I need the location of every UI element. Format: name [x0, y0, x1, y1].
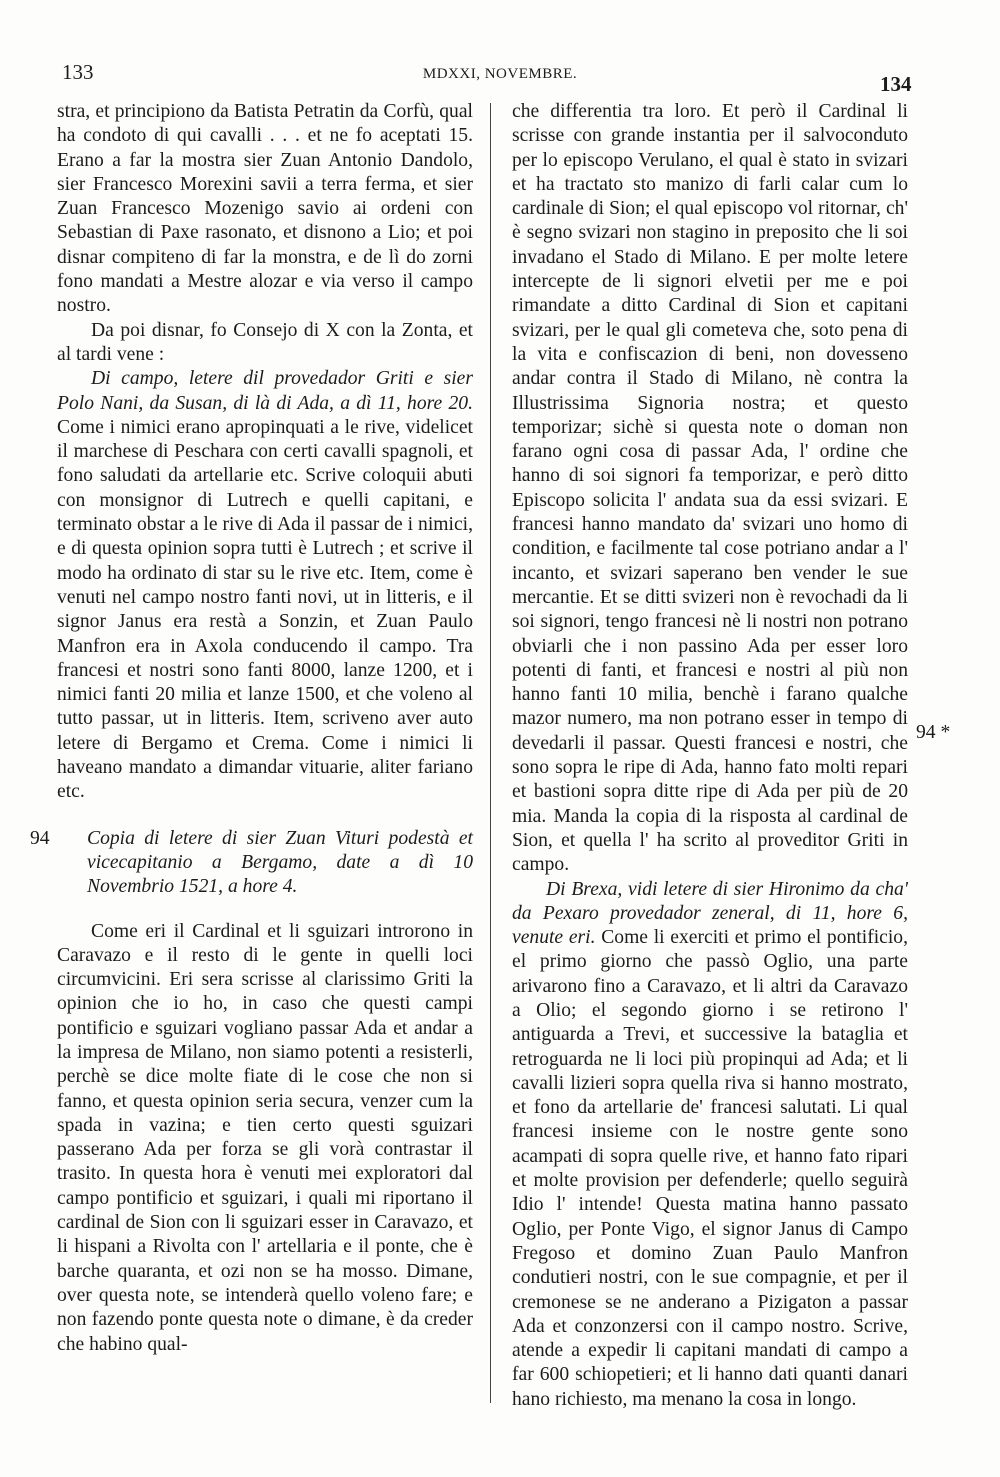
column-divider [490, 103, 491, 1403]
left-paragraph-1: stra, et principiono da Batista Petratin da Corfù, qual ha condoto di qui cavalli . . . et ne fo aceptati 15. Erano a far la mostra sier Zuan Antonio Dandolo, sier Francesco Morexini savii a terra ferma, et sier Zuan Francesco Mozenigo savio ai ordeni con Sebastian di Paxe rasonato, et disnono a Lio; et poi disnar compiteno di far la monstra, e de lì do zorni fono mandati a Mestre alozar e via verso il campo nostro. [57, 101, 473, 317]
margin-number-right: 94 * [916, 722, 951, 743]
right-paragraph-1: che differentia tra loro. Et però il Cardinal li scrisse con grande instantia per il salvoconduto per lo episcopo Verulano, el qual è stato in svizari et ha tractato sto manizo di farli calar cum lo cardinale di Sion; el qual episcopo vol ritornar, ch' è segno svizari non stagino in preposito che li soi invadano el Stado di Milano. E per molte letere intercepte de li signori elvetii per me e poi rimandate a ditto Cardinal di Sion et capitani svizari, per le qual gli cometeva che, soto pena di la vita e confiscazion di beni, non dovesseno andar contra il Stado di Milano, nè contra la Illustrissima Signoria nostra; et questo temporizar; sichè si questa note o doman non farano ogni cosa di passar Ada, l' ordine che hanno di soi signori fa temporizar, e però ditto Episcopo solicita l' andata sua da essi svizari. E francesi hanno mandato da' svizari uno homo di condition, e facilmente tal cose potriano andar a l' incanto, et svizari saperano ben vender le sue mercantie. Et se ditti svizeri non è revochadi da li soi signori, tengo francesi nè li nostri non potrano obviarli che i non passino Ada per esser loro potenti di fanti, et francesi e nostri al più non hanno fanti 10 milia, benchè i farano qualche mazor numero, ma non potrano esser in tempo di devedarli il passar. Questi francesi e nostri, che sono sopra le ripe di Ada, hanno fato molti repari et bastioni sopra ditte ripe di Ada per più de 20 mia. Manda la copia di la risposta al cardinal de Sion, et quella l' ha scrito al proveditor Griti in campo. [512, 101, 908, 876]
letter-body-campo: Come i nimici erano apropinquati a le rive, videlicet il marchese di Peschara con certi cavalli spagnoli, et fono saludati da artellarie etc. Scrive coloquii abuti con monsignor di Lutrech e quelli capitani, e terminato obstar a le rive di Ada il passar de i nimici, e di questa opinion sopra tutti è Lutrech ; et scrive il modo ha ordinato di star su le rive etc. Item, come è venuti nel campo nostro fanti novi, ut in litteris, e il signor Janus era restà a Sonzin, et Zuan Paulo Manfron era in Axola conducendo il campo. Tra francesi et nostri sono fanti 8000, lanze 1200, et i nimici fanti 20 milia et lanze 1500, et che voleno al tutto passar, ut in litteris. Item, scriveno aver auto letere di Bergamo et Crema. Come i nimici li haveano mandato a dimandar vituarie, aliter fariano etc. [57, 416, 473, 803]
right-column [512, 100, 908, 1412]
left-paragraph-3 [57, 367, 473, 804]
left-column [30, 100, 473, 1357]
right-paragraph-2 [512, 878, 908, 1413]
page-number-left: 133 [62, 60, 94, 84]
letter-heading-brexa: Di Brexa, vidi letere di sier Hironimo da cha' da Pexaro provedador zeneral, di 11, hore 6, venute eri. [512, 878, 908, 949]
left-paragraph-4: Come eri il Cardinal et li sguizari introrono in Caravazo e il resto di le gente in quelli loci circumvicini. Eri sera scrisse al clarissimo Griti la opinion che io ho, in caso che questi campi pontificio e sguizari vogliano passar Ada et andar a la impresa de Milano, non siamo potenti a resisterli, perchè se dice molte fiate di le cose che non si fanno, et questa opinion seria secura, venzer cum la spada in vazina; e tien certo questi sguizari passerano Ada per forza se gli vorà contrastar il trasito. In questa hora è venuti mei exploratori dal campo pontificio et sguizari, i quali mi riportano il cardinal de Sion con li sguizari esser in Caravazo, et li hispani a Rivolta con l' artellaria e il ponte, che è barche quaranta, et ozi non se ha mosso. Dimane, over questa note, se intenderà quello voleno fare; e non fazendo ponte questa note o dimane, è da creder che habino qual- [57, 920, 473, 1355]
page-number-right: 134 [880, 72, 912, 96]
section-heading-block [30, 827, 473, 900]
page-header [0, 58, 1000, 98]
section-heading: Copia di letere di sier Zuan Vituri podestà et vicecapitanio a Bergamo, date a dì 10 Novembrio 1521, a hore 4. [87, 827, 473, 898]
letter-body-brexa: Come li exerciti et primo el pontificio, el primo giorno che passò Oglio, una parte arivarono fino a Caravazo, et li altri da Caravazo a Olio; el segondo giorno i se retirono l' antiguarda a Trevi, et successive la bataglia et retroguarda ne li loci più propinqui ad Ada; et li cavalli lizieri sopra quella riva si hanno mostrato, et fono da artellarie de' francesi salutati. Li qual francesi insieme con le nostre gente sono acampati di sopra quelle rive, et hanno fato ripari et molte provision per defenderle; quello seguirà Idio l' intende! Questa matina hanno passato Oglio, per Ponte Vigo, el signor Janus di Campo Fregoso et domino Zuan Paulo Manfron condutieri nostri, con le sue compagnie, et per il cremonese se ne anderano a Pizigaton a passar Ada et conzonzersi con il campo nostro. Scrive, atende a expedir li capitani mandati di campo a far 600 schiopetieri; et li hanno dati quanti danari hano richiesto, ma menano la cosa in longo. [512, 927, 908, 1410]
running-title: MDXXI, NOVEMBRE. [422, 66, 578, 82]
letter-heading-campo: Di campo, letere dil provedador Griti e sier Polo Nani, da Susan, di là di Ada, a dì 11, hore 20. [57, 368, 473, 414]
left-paragraph-2: Da poi disnar, fo Consejo di X con la Zonta, et al tardi vene : [57, 319, 473, 365]
margin-number-left: 94 [30, 827, 50, 849]
